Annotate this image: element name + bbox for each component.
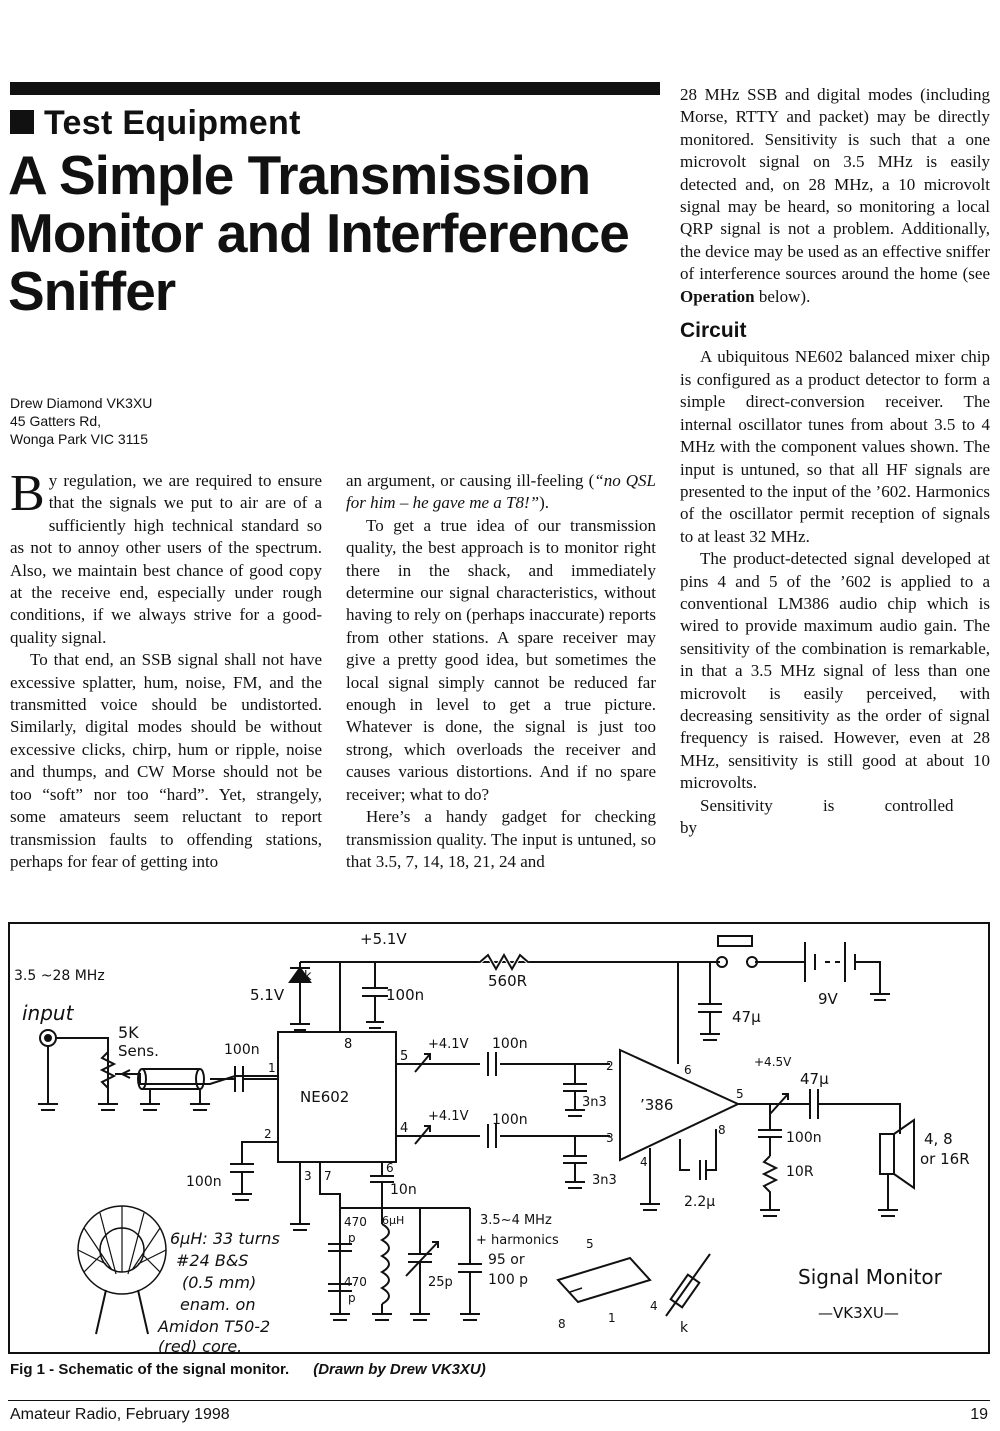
cap-3n3-b-label: 3n3 (592, 1173, 617, 1188)
cap-100n-a-label: 100n (492, 1036, 528, 1052)
paragraph: Here’s a handy gadget for checking transmission quality. The input is untuned, so that 3.5, 7, 14, 18, 21, 24 and (346, 807, 656, 871)
paragraph: Sensitivity is controlled by (680, 795, 954, 837)
cap-10n-label: 10n (390, 1182, 417, 1198)
rail-voltage-label: +5.1V (360, 930, 407, 948)
figure-frame (8, 922, 990, 1354)
paragraph-text: y regulation, we are required to ensure that the signals we put to air are of a sufficiently high technical standard so as not to annoy other users of the spectrum. Also, we maintain best chance of good copy at the receive end, especially under rough conditions, if we always strive for a good-quality signal. (10, 471, 322, 647)
cap-470p-a-label: 470 (344, 1215, 367, 1229)
osc-freq-label: 3.5~4 MHz (480, 1213, 552, 1228)
battery-label: 9V (818, 990, 838, 1008)
coil-note-5: Amidon T50-2 (158, 1317, 271, 1336)
signature-title: Signal Monitor (798, 1265, 942, 1289)
resistor-560r-label: 560R (488, 972, 528, 990)
author-block (10, 394, 152, 448)
section-text: Test Equipment (44, 104, 301, 142)
voltage-out-label: +4.5V (754, 1055, 792, 1069)
freq-range-label: 3.5 ~28 MHz (14, 968, 105, 984)
ne602-pin3: 3 (304, 1169, 312, 1183)
zener-k-label: k (304, 969, 312, 984)
paragraph (680, 84, 990, 308)
cap-47u-top-label: 47µ (732, 1008, 761, 1026)
diode-k-label: k (680, 1320, 689, 1336)
figure-caption (10, 1361, 486, 1378)
footer-rule (8, 1400, 990, 1401)
paragraph: To get a true idea of our transmission quality, the best approach is to monitor right there in the shack, and immediately determine our signal characteristics, without having to rely on (perhaps inaccurate) reports from other stations. A spare receiver may give a pretty good idea, but sometimes the local signal simply cannot be reduced far enough in level to get a true picture. Whatever is done, the signal is just too strong, which overloads the receiver and causes various distortions. And if no spare receiver; what to do? (346, 515, 656, 804)
ne602-pin7: 7 (324, 1169, 332, 1183)
caption-credit: (Drawn by Drew VK3XU) (313, 1361, 486, 1378)
osc-harmonics-label: + harmonics (476, 1233, 559, 1248)
ne602-pin5: 5 (400, 1049, 409, 1064)
lm386-pin6: 6 (684, 1063, 692, 1077)
lm386-label: ’386 (640, 1096, 674, 1114)
paragraph: To that end, an SSB signal shall not have excessive splatter, hum, noise, FM, and the transmitted voice should be undistorted. Similarly, digital modes should be without excessive clicks, chirp, hum or ripple, noise and thumps, and CW Morse should not be too “soft” nor too “hard”. Yet, strangely, some amateurs seem reluctant to report transmission faults to offending stations, perhaps for fear of getting into (10, 650, 322, 871)
article-title: A Simple Transmission Monitor and Interference Sniffer (8, 144, 629, 322)
column-3 (680, 84, 990, 839)
ic-pin8-label: 8 (558, 1317, 566, 1331)
coil-note-6: (red) core. (158, 1337, 243, 1352)
cap-100n-pin2-label: 100n (186, 1174, 222, 1190)
pot-sens-label: Sens. (118, 1042, 159, 1060)
subheading: Circuit (680, 319, 747, 343)
speaker-label: 4, 8 (924, 1130, 953, 1148)
input-label: input (22, 1001, 74, 1025)
ne602-label: NE602 (300, 1088, 350, 1106)
author-address-line2: Wonga Park VIC 3115 (10, 431, 149, 447)
coil-note-3: (0.5 mm) (182, 1273, 257, 1292)
trimmer-25p-label: 25p (428, 1275, 453, 1290)
section-label (10, 104, 301, 143)
lm386-pin4: 4 (640, 1155, 648, 1169)
drop-cap: B (10, 465, 45, 522)
signature-callsign: —VK3XU— (818, 1304, 899, 1322)
ne602-pin2: 2 (264, 1127, 272, 1141)
paragraph-text: 28 MHz SSB and digital modes (including Morse, RTTY and packet) may be directly monitored. Sensitivity is such that a one microvolt signal on 3.5 MHz is easily detected and, on 28 MHz, a 10 microvolt signal may be heard, so monitoring a local QRP signal is not a problem. Additionally, the device may be used as an effective sniffer of interference sources around the home (see (680, 85, 990, 284)
ne602-pin1: 1 (268, 1061, 276, 1075)
osc-cap-label-1: 95 or (488, 1252, 525, 1268)
speaker-label-2: or 16R (920, 1150, 970, 1168)
coil-note-4: enam. on (180, 1295, 256, 1314)
paragraph (346, 470, 656, 515)
caption-text: Fig 1 - Schematic of the signal monitor. (10, 1361, 290, 1378)
paragraph: The product-detected signal developed at pins 4 and 5 of the ’602 is applied to a conventional LM386 audio chip which is wired to provide maximum audio gain. The sensitivity of the combination is remarkable, in that a 3.5 MHz signal of less than one microvolt is easily perceived, with decreasing sensitivity as the order of signal frequency is raised. However, even at 28 MHz, sensitivity is still good at about 10 microvolts. (680, 549, 990, 793)
ic-pin4-label: 4 (650, 1299, 658, 1313)
inductor-label: 6µH (382, 1214, 405, 1227)
ne602-pin8: 8 (344, 1037, 353, 1052)
cap-470p-a-unit: p (348, 1231, 356, 1245)
cap-3n3-a-label: 3n3 (582, 1095, 607, 1110)
cap-470p-b-unit: p (348, 1291, 356, 1305)
header-rule (10, 82, 660, 95)
lm386-pin8: 8 (718, 1123, 726, 1137)
resistor-10r-label: 10R (786, 1164, 814, 1180)
cap-100n-input-label: 100n (224, 1042, 260, 1058)
bold-text: Operation (680, 286, 755, 306)
pot-label: 5K (118, 1023, 139, 1042)
column-1 (10, 465, 322, 873)
quote-text: “no QSL for him – he gave me a T8!” (346, 471, 657, 513)
lm386-pin2: 2 (606, 1059, 614, 1073)
coil-note-1: 6µH: 33 turns (170, 1229, 280, 1248)
cap-47u-out-label: 47µ (800, 1070, 829, 1088)
footer-publication: Amateur Radio, February 1998 (10, 1406, 230, 1423)
cap-100n-out-label: 100n (786, 1130, 822, 1146)
schematic-diagram (10, 924, 988, 1352)
coil-note-2: #24 B&S (176, 1251, 249, 1270)
paragraph-text: an argument, or causing ill-feeling ( (346, 471, 595, 490)
page-number: 19 (970, 1406, 988, 1423)
bullet-square-icon (10, 110, 34, 134)
cap-470p-b-label: 470 (344, 1275, 367, 1289)
column-2 (346, 470, 656, 873)
ne602-pin4: 4 (400, 1121, 409, 1136)
paragraph (10, 465, 322, 649)
cap-2u2-label: 2.2µ (684, 1194, 716, 1210)
cap-100n-b-label: 100n (492, 1112, 528, 1128)
ic-pin5-label: 5 (586, 1237, 594, 1251)
ic-pin1-label: 1 (608, 1311, 616, 1325)
ne602-pin6: 6 (386, 1161, 394, 1175)
voltage-pin4-label: +4.1V (428, 1109, 469, 1124)
author-address-line1: 45 Gatters Rd, (10, 413, 102, 429)
paragraph: A ubiquitous NE602 balanced mixer chip is configured as a product detector to form a simple direct-conversion receiver. The internal oscillator tunes from about 3.5 to 4 MHz with the component values shown. The input is untuned, so that all HF signals are presented to the input of the ’602. Harmonics of the oscillator permit reception of signals to at least 32 MHz. (680, 347, 990, 546)
author-name: Drew Diamond VK3XU (10, 395, 153, 411)
osc-cap-label-2: 100 p (488, 1272, 529, 1288)
paragraph-text: below). (754, 286, 811, 306)
voltage-pin5-label: +4.1V (428, 1037, 469, 1052)
zener-label: 5.1V (250, 986, 285, 1004)
paragraph-text: ). (539, 493, 550, 513)
lm386-pin3: 3 (606, 1131, 614, 1145)
cap-100n-top-label: 100n (386, 986, 425, 1004)
lm386-pin5: 5 (736, 1087, 744, 1101)
